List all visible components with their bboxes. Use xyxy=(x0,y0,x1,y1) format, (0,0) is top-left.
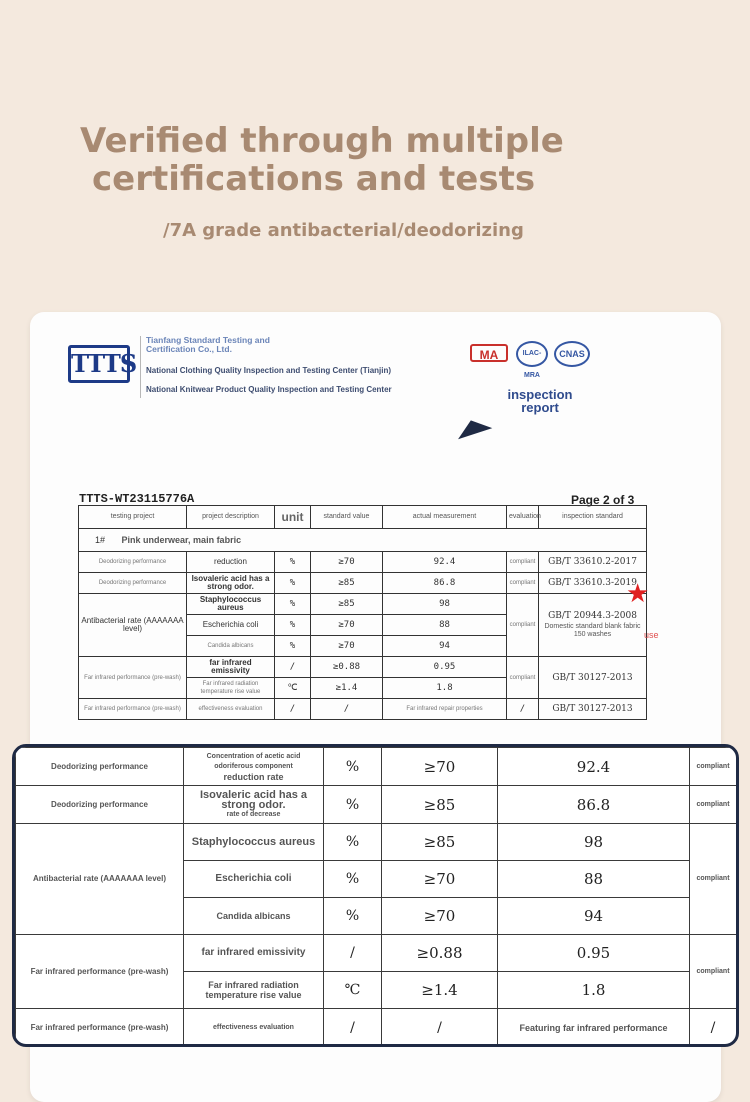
row-evaluation: compliant xyxy=(507,657,539,699)
zoom-row-evaluation: compliant xyxy=(690,824,737,935)
report-number: TTTS-WT23115776A xyxy=(79,492,195,506)
table-row xyxy=(16,824,737,861)
row-description: Isovaleric acid has a strong odor. xyxy=(187,573,275,594)
row-evaluation: / xyxy=(507,699,539,720)
row-result: 88 xyxy=(383,615,507,636)
row-project: Antibacterial rate (AAAAAAA level) xyxy=(79,594,187,657)
row-result: 86.8 xyxy=(383,573,507,594)
row-description: reduction xyxy=(187,552,275,573)
page-number: Page 2 of 3 xyxy=(571,493,635,507)
row-evaluation: compliant xyxy=(507,594,539,657)
row-project: Deodorizing performance xyxy=(79,573,187,594)
zoom-row-project: Deodorizing performance xyxy=(16,786,184,824)
zoom-row-project: Deodorizing performance xyxy=(16,748,184,786)
zoom-row-unit: % xyxy=(324,861,382,898)
table-header-row xyxy=(79,506,647,529)
report-title: inspection report xyxy=(507,387,573,415)
zoom-row-unit: ℃ xyxy=(324,972,382,1009)
zoom-row-standard: ≥85 xyxy=(382,786,498,824)
zoom-row-result: 0.95 xyxy=(498,935,690,972)
row-result: 1.8 xyxy=(383,678,507,699)
red-star-stamp-icon: ★ xyxy=(626,578,650,608)
row-result: 92.4 xyxy=(383,552,507,573)
zoom-row-description: far infrared emissivity xyxy=(184,935,324,972)
zoom-row-evaluation: / xyxy=(690,1009,737,1047)
zoom-row-description: Candida albicans xyxy=(184,898,324,935)
zoom-row-unit: % xyxy=(324,824,382,861)
zoom-row-unit: / xyxy=(324,1009,382,1047)
table-row xyxy=(16,786,737,824)
table-row xyxy=(79,699,647,720)
row-unit: / xyxy=(275,699,311,720)
row-basis: GB/T 33610.3-2019 xyxy=(539,573,647,594)
table-row xyxy=(79,657,647,678)
row-result: 94 xyxy=(383,636,507,657)
page-headline xyxy=(0,122,750,198)
zoom-row-description: effectiveness evaluation xyxy=(184,1009,324,1047)
headline-line-1: Verified through multiple xyxy=(80,121,564,161)
zoom-row-standard: ≥70 xyxy=(382,861,498,898)
zoom-row-project: Far infrared performance (pre-wash) xyxy=(16,935,184,1009)
row-standard: ≥85 xyxy=(311,594,383,615)
row-basis: GB/T 30127-2013 xyxy=(539,657,647,699)
page-subtitle: /7A grade antibacterial/deodorizing xyxy=(163,220,524,241)
row-standard: / xyxy=(311,699,383,720)
row-unit: / xyxy=(275,657,311,678)
ttts-logo-icon: TTTS xyxy=(68,345,130,383)
row-project: Far infrared performance (pre-wash) xyxy=(79,699,187,720)
report-table xyxy=(78,505,650,720)
zoom-row-result: 1.8 xyxy=(498,972,690,1009)
zoom-row-evaluation: compliant xyxy=(690,935,737,1009)
row-unit: % xyxy=(275,636,311,657)
row-basis: GB/T 33610.2-2017 xyxy=(539,552,647,573)
row-evaluation: compliant xyxy=(507,573,539,594)
row-description: Staphylococcus aureus xyxy=(187,594,275,615)
sample-row xyxy=(79,529,647,552)
row-basis-note: Domestic standard blank fabric 150 washes xyxy=(544,622,641,638)
sample-cell xyxy=(79,529,647,552)
zoom-row-standard: ≥1.4 xyxy=(382,972,498,1009)
zoom-row-unit: % xyxy=(324,786,382,824)
row-standard: ≥85 xyxy=(311,573,383,594)
zoom-row-standard: / xyxy=(382,1009,498,1047)
row-unit: % xyxy=(275,573,311,594)
row-unit: % xyxy=(275,552,311,573)
stamp-text: use xyxy=(644,630,659,640)
zoom-row-project: Antibacterial rate (AAAAAAA level) xyxy=(16,824,184,935)
sample-name: Pink underwear, main fabric xyxy=(121,535,242,545)
zoom-row-description xyxy=(184,786,324,824)
zoom-row-evaluation: compliant xyxy=(690,786,737,824)
row-standard: ≥0.88 xyxy=(311,657,383,678)
cma-cert-icon: MA xyxy=(470,344,508,362)
zoom-row-result: 98 xyxy=(498,824,690,861)
row-unit: ℃ xyxy=(275,678,311,699)
certification-logos xyxy=(470,344,640,379)
logo-divider xyxy=(140,336,141,398)
row-description: Far infrared radiation temperature rise value xyxy=(187,678,275,699)
org-name-1: Tianfang Standard Testing and Certification Co., Ltd. xyxy=(146,335,270,354)
zoom-row-unit: % xyxy=(324,748,382,786)
zoom-row-standard: ≥70 xyxy=(382,898,498,935)
table-row xyxy=(79,594,647,615)
table-row xyxy=(79,552,647,573)
organization-names xyxy=(146,336,392,394)
org-name-3: National Knitwear Product Quality Inspection and Testing Center xyxy=(146,385,392,394)
zoom-row-project: Far infrared performance (pre-wash) xyxy=(16,1009,184,1047)
zoom-row-standard: ≥85 xyxy=(382,824,498,861)
header-project: testing project xyxy=(79,506,187,529)
sample-id: 1# xyxy=(95,535,106,545)
zoom-row-result: Featuring far infrared performance xyxy=(498,1009,690,1047)
zoom-row-standard: ≥70 xyxy=(382,748,498,786)
zoom-row-result: 88 xyxy=(498,861,690,898)
row-standard: ≥70 xyxy=(311,615,383,636)
zoom-row-standard: ≥0.88 xyxy=(382,935,498,972)
row-description: effectiveness evaluation xyxy=(187,699,275,720)
header-basis: inspection standard xyxy=(539,506,647,529)
zoom-row-evaluation: compliant xyxy=(690,748,737,786)
zoom-desc-line1: Isovaleric acid has a strong odor. xyxy=(199,788,307,811)
row-standard: ≥1.4 xyxy=(311,678,383,699)
row-result: 98 xyxy=(383,594,507,615)
table-row xyxy=(16,748,737,786)
row-standard: ≥70 xyxy=(311,552,383,573)
header-evaluation: evaluation xyxy=(507,506,539,529)
row-description: Candida albicans xyxy=(187,636,275,657)
row-description: far infrared emissivity xyxy=(187,657,275,678)
zoom-row-result: 94 xyxy=(498,898,690,935)
table-row xyxy=(79,573,647,594)
row-unit: % xyxy=(275,615,311,636)
zoom-row-unit: / xyxy=(324,935,382,972)
row-evaluation: compliant xyxy=(507,552,539,573)
header-result: actual measurement xyxy=(383,506,507,529)
row-result: 0.95 xyxy=(383,657,507,678)
row-result: Far infrared repair properties xyxy=(383,699,507,720)
zoom-row-unit: % xyxy=(324,898,382,935)
zoom-desc-line1: Concentration of acetic acid odoriferous component xyxy=(206,752,301,770)
zoom-row-result: 86.8 xyxy=(498,786,690,824)
zoomed-table xyxy=(15,747,737,1047)
zoom-row-description: Staphylococcus aureus xyxy=(184,824,324,861)
zoomed-table-callout xyxy=(12,744,739,1047)
zoom-row-result: 92.4 xyxy=(498,748,690,786)
row-unit: % xyxy=(275,594,311,615)
row-basis: GB/T 20944.3-2008 xyxy=(548,610,637,621)
zoom-row-description xyxy=(184,748,324,786)
table-row xyxy=(16,1009,737,1047)
row-standard: ≥70 xyxy=(311,636,383,657)
table-row xyxy=(16,935,737,972)
cnas-cert-icon: CNAS xyxy=(554,341,590,367)
header-standard: standard value xyxy=(311,506,383,529)
zoom-desc-line2: rate of decrease xyxy=(226,810,281,818)
row-description: Escherichia coli xyxy=(187,615,275,636)
zoom-desc-line2: reduction rate xyxy=(223,771,284,782)
header-unit: unit xyxy=(275,506,311,529)
header-description: project description xyxy=(187,506,275,529)
row-project: Far infrared performance (pre-wash) xyxy=(79,657,187,699)
org-name-2: National Clothing Quality Inspection and Testing Center (Tianjin) xyxy=(146,366,392,375)
zoom-row-description: Far infrared radiation temperature rise value xyxy=(184,972,324,1009)
ilac-mra-cert-icon: ILAC-MRA xyxy=(516,341,548,367)
row-basis: GB/T 30127-2013 xyxy=(539,699,647,720)
headline-line-2: certifications and tests xyxy=(92,159,536,199)
row-project: Deodorizing performance xyxy=(79,552,187,573)
zoom-row-description: Escherichia coli xyxy=(184,861,324,898)
